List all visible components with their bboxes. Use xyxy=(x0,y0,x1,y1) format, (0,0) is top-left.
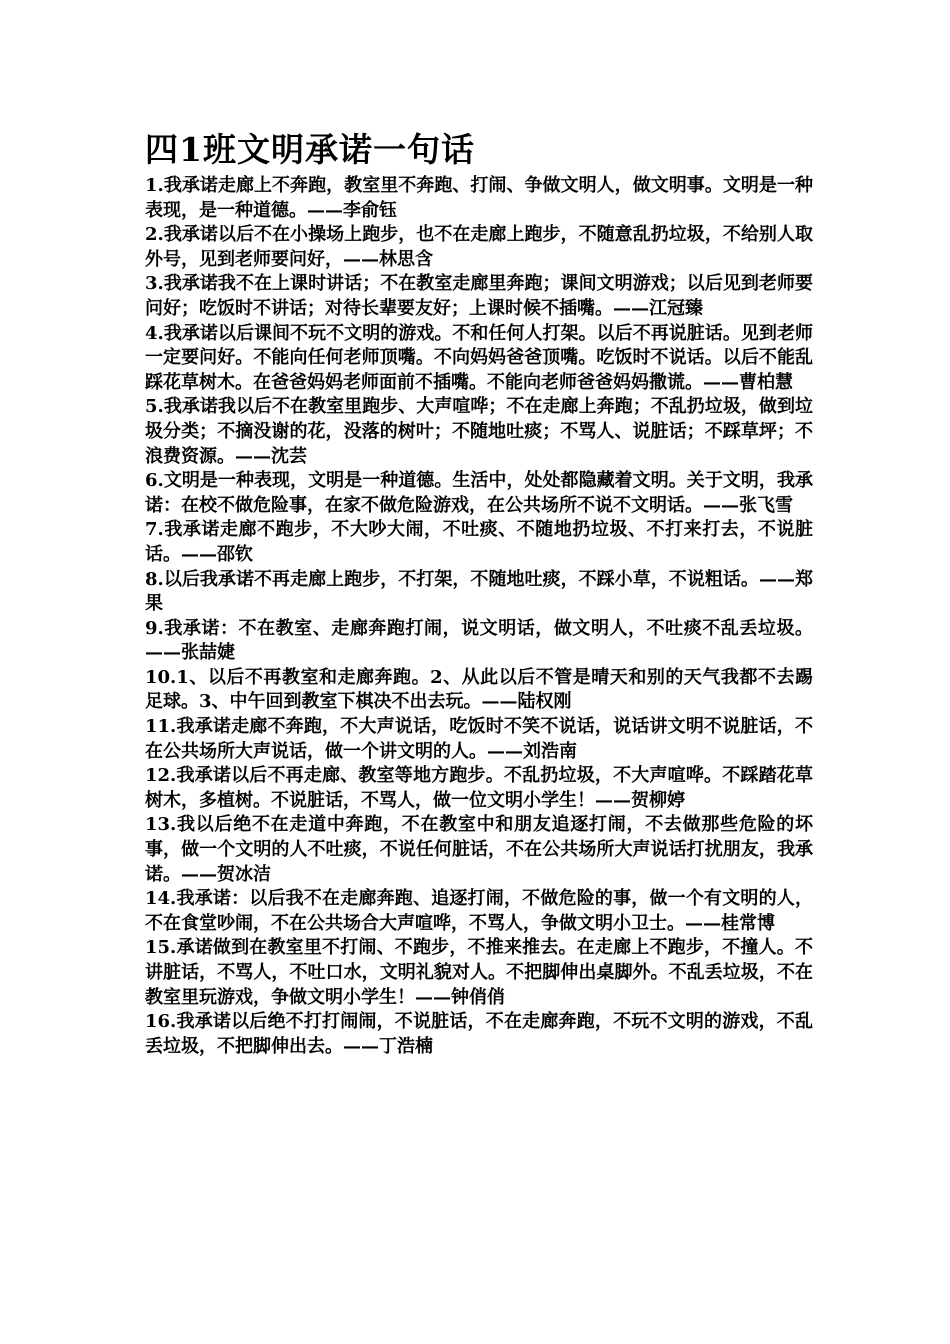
pledge-entry: 14.我承诺：以后我不在走廊奔跑、追逐打闹，不做危险的事，做一个有文明的人，不在食堂吵闹，不在公共场合大声喧哗，不骂人，争做文明小卫士。——桂常博 xyxy=(145,888,813,934)
pledge-entry: 3.我承诺我不在上课时讲话；不在教室走廊里奔跑；课间文明游戏；以后见到老师要问好；吃饭时不讲话；对待长辈要友好；上课时候不插嘴。——江冠臻 xyxy=(145,273,813,319)
pledge-entry: 6.文明是一种表现，文明是一种道德。生活中，处处都隐藏着文明。关于文明，我承诺：在校不做危险事，在家不做危险游戏，在公共场所不说不文明话。——张飞雪 xyxy=(145,470,813,516)
pledge-entry: 16.我承诺以后绝不打打闹闹，不说脏话，不在走廊奔跑，不玩不文明的游戏，不乱丢垃圾，不把脚伸出去。——丁浩楠 xyxy=(145,1011,813,1057)
pledge-entry: 12.我承诺以后不再走廊、教室等地方跑步。不乱扔垃圾，不大声喧哗。不踩踏花草树木，多植树。不说脏话，不骂人，做一位文明小学生！——贺柳婷 xyxy=(145,765,813,811)
pledge-entry: 10.1、以后不再教室和走廊奔跑。2、从此以后不管是晴天和别的天气我都不去踢足球。3、中午回到教室下棋决不出去玩。——陆权刚 xyxy=(145,666,813,713)
pledge-entry: 7.我承诺走廊不跑步，不大吵大闹，不吐痰、不随地扔垃圾、不打来打去，不说脏话。——邵钦 xyxy=(145,519,813,565)
document-title: 四1班文明承诺一句话 xyxy=(145,130,475,169)
pledge-entry: 1.我承诺走廊上不奔跑，教室里不奔跑、打闹、争做文明人，做文明事。文明是一种表现，是一种道德。——李俞钰 xyxy=(145,175,813,221)
pledge-entry: 8.以后我承诺不再走廊上跑步，不打架，不随地吐痰，不踩小草，不说粗话。——郑果 xyxy=(145,568,813,615)
pledge-entry: 2.我承诺以后不在小操场上跑步，也不在走廊上跑步，不随意乱扔垃圾，不给别人取外号，见到老师要问好，——林思含 xyxy=(145,224,813,270)
pledge-entry: 11.我承诺走廊不奔跑，不大声说话，吃饭时不笑不说话，说话讲文明不说脏话，不在公共场所大声说话，做一个讲文明的人。——刘浩南 xyxy=(145,716,813,762)
pledge-list xyxy=(145,174,813,1059)
pledge-entry: 4.我承诺以后课间不玩不文明的游戏。不和任何人打架。以后不再说脏话。见到老师一定要问好。不能向任何老师顶嘴。不向妈妈爸爸顶嘴。吃饭时不说话。以后不能乱踩花草树木。在爸爸妈妈老师面前不插嘴。不能向老师爸爸妈妈撒谎。——曹柏慧 xyxy=(145,322,813,393)
pledge-entry: 15.承诺做到在教室里不打闹、不跑步，不推来推去。在走廊上不跑步，不撞人。不讲脏话，不骂人，不吐口水，文明礼貌对人。不把脚伸出桌脚外。不乱丢垃圾，不在教室里玩游戏，争做文明小学生！——钟俏俏 xyxy=(145,937,813,1008)
document-page xyxy=(145,128,813,1059)
pledge-entry: 5.我承诺我以后不在教室里跑步、大声喧哗；不在走廊上奔跑；不乱扔垃圾，做到垃圾分类；不摘没谢的花，没落的树叶；不随地吐痰；不骂人、说脏话；不踩草坪；不浪费资源。——沈芸 xyxy=(145,396,813,467)
pledge-entry: 9.我承诺：不在教室、走廊奔跑打闹，说文明话，做文明人，不吐痰不乱丢垃圾。——张喆婕 xyxy=(145,617,813,664)
pledge-entry: 13.我以后绝不在走道中奔跑，不在教室中和朋友追逐打闹，不去做那些危险的坏事，做一个文明的人不吐痰，不说任何脏话，不在公共场所大声说话打扰朋友，我承诺。——贺冰洁 xyxy=(145,814,813,885)
